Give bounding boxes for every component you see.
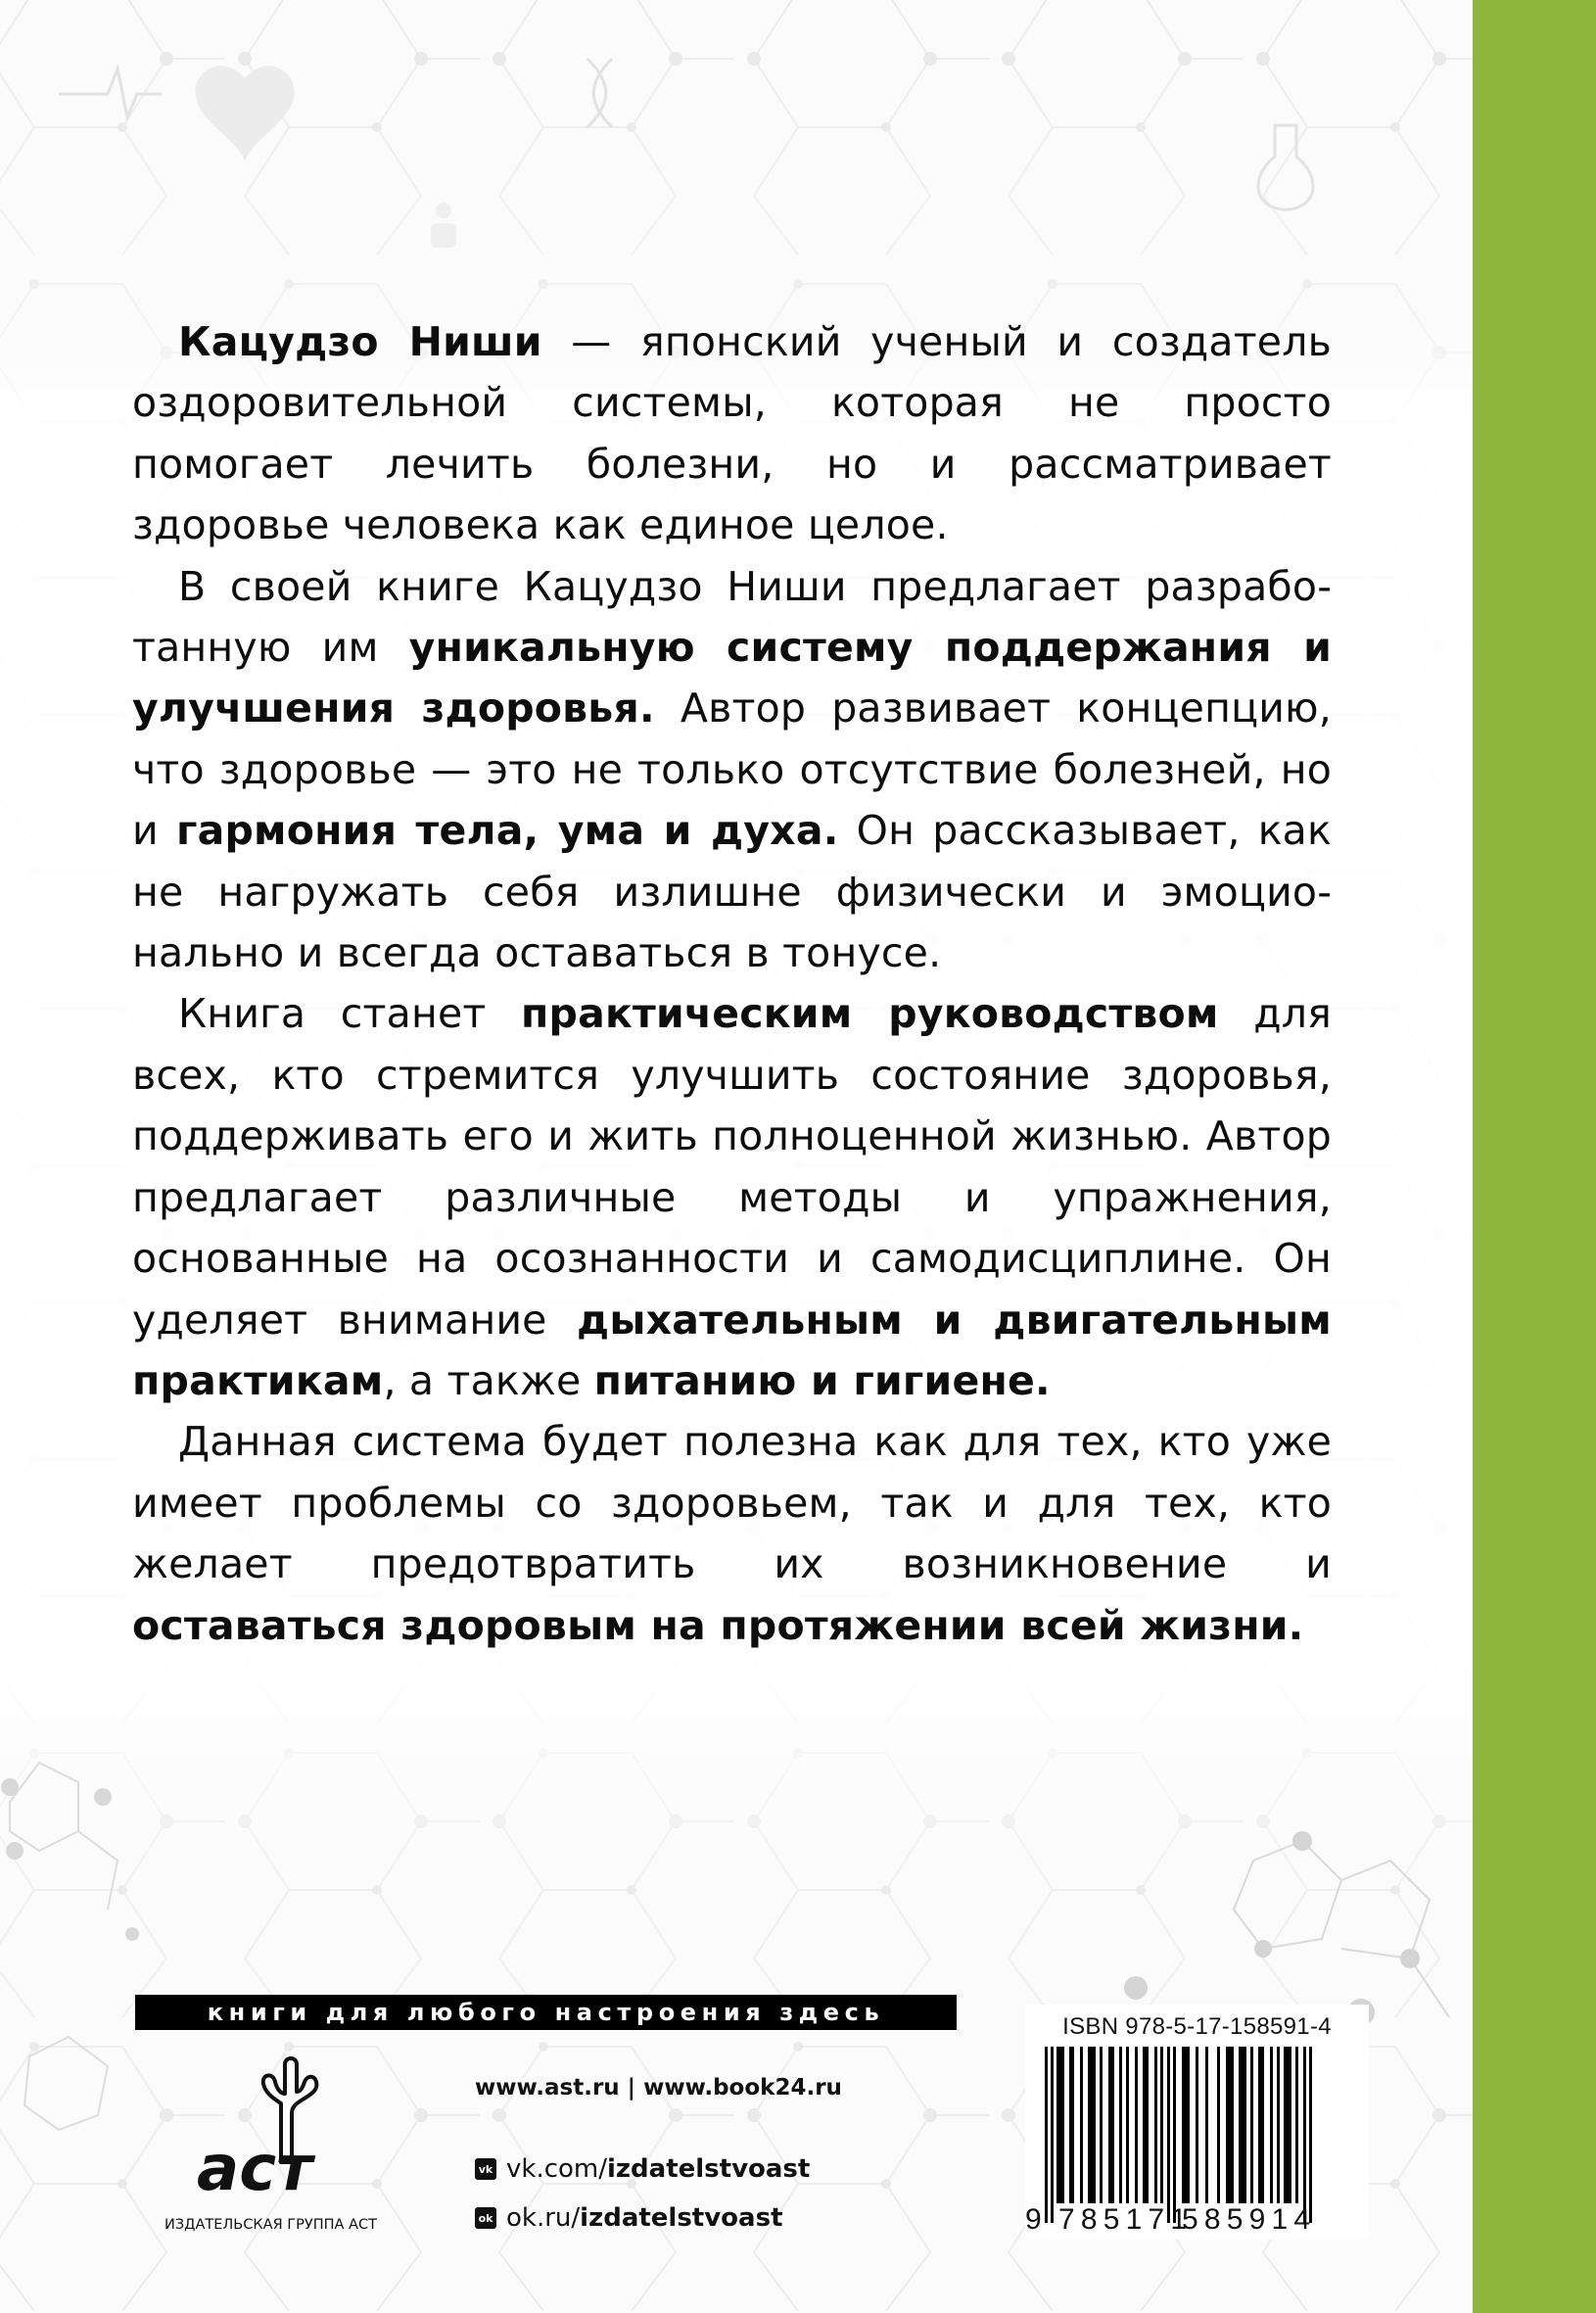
highlight-text: уникальную систему поддержания и улучшения здоровья.: [132, 624, 1332, 732]
text-segment: Книга станет: [178, 990, 522, 1038]
isbn-barcode: [1025, 2005, 1369, 2240]
highlight-text: дыхательным и двигательным практикам: [132, 1296, 1332, 1404]
ok-prefix: ok.ru/: [506, 2203, 581, 2233]
paragraph-system: [132, 556, 1332, 984]
vk-handle: izdatelstvoast: [607, 2154, 811, 2184]
highlight-text: питанию и гигиене.: [593, 1356, 1051, 1404]
ast-logo-icon: [191, 2053, 338, 2199]
vk-icon: vk: [475, 2158, 496, 2180]
highlight-text: практическим руководством: [521, 990, 1219, 1038]
text-segment: Автор развивает концепцию, что здоровье — это не только отсутствие болезней, но и: [132, 684, 1332, 855]
text-segment: Он рассказывает, как не нагружать себя излишне физически и эмоционально и всегда оставаться в тонусе.: [132, 807, 1332, 977]
ean-left-group: 785171: [1058, 2203, 1194, 2236]
green-spine-stripe: [1473, 0, 1596, 2313]
book-annotation: [132, 311, 1332, 1656]
svg-text:аст: аст: [197, 2133, 313, 2199]
vk-link[interactable]: [475, 2154, 810, 2184]
paragraph-author-intro: [132, 311, 1332, 556]
tagline-banner: книги для любого настроения здесь: [135, 1995, 957, 2030]
publisher-caption: ИЗДАТЕЛЬСКАЯ ГРУППА АСТ: [164, 2217, 377, 2233]
author-name: Кацудзо Ниши: [178, 318, 542, 365]
text-segment: для всех, кто стремится улучшить состояние здоровья, поддерживать его и жить полноценной жизнью. Автор предлагает различные методы и упражнения, основанные на осознанности и самодисциплине. Он уделяет внимание: [132, 990, 1333, 1344]
paragraph-conclusion: [132, 1411, 1332, 1656]
vk-prefix: vk.com/: [506, 2154, 607, 2184]
ok-icon: ok: [475, 2207, 496, 2229]
text-segment: — японский ученый и создатель оздоровительной системы, которая не просто помогает лечить болезни, но и рассматривает здоровье человека как единое целое.: [132, 318, 1333, 549]
website-links[interactable]: www.ast.ru | www.book24.ru: [475, 2075, 842, 2101]
ean-first-digit: 9: [1025, 2203, 1048, 2236]
text-segment: , а также: [383, 1356, 594, 1404]
ok-link[interactable]: [475, 2203, 783, 2233]
isbn-label: ISBN 978-5-17-158591-4: [1062, 2013, 1332, 2040]
paragraph-guide: [132, 983, 1332, 1411]
ok-handle: izdatelstvoast: [580, 2203, 783, 2233]
text-segment: В своей книге Кацудзо Ниши предлагает разработанную им: [132, 562, 1332, 672]
ean-right-group: 585914: [1182, 2203, 1317, 2236]
text-segment: Данная система будет полезна как для тех, кто уже имеет проблемы со здоровьем, так и для тех, кто желает предотвратить их возникновение и: [132, 1418, 1332, 1588]
highlight-text: оставаться здоровым на протяжении всей жизни.: [132, 1601, 1304, 1649]
highlight-text: гармония тела, ума и духа.: [176, 807, 839, 855]
